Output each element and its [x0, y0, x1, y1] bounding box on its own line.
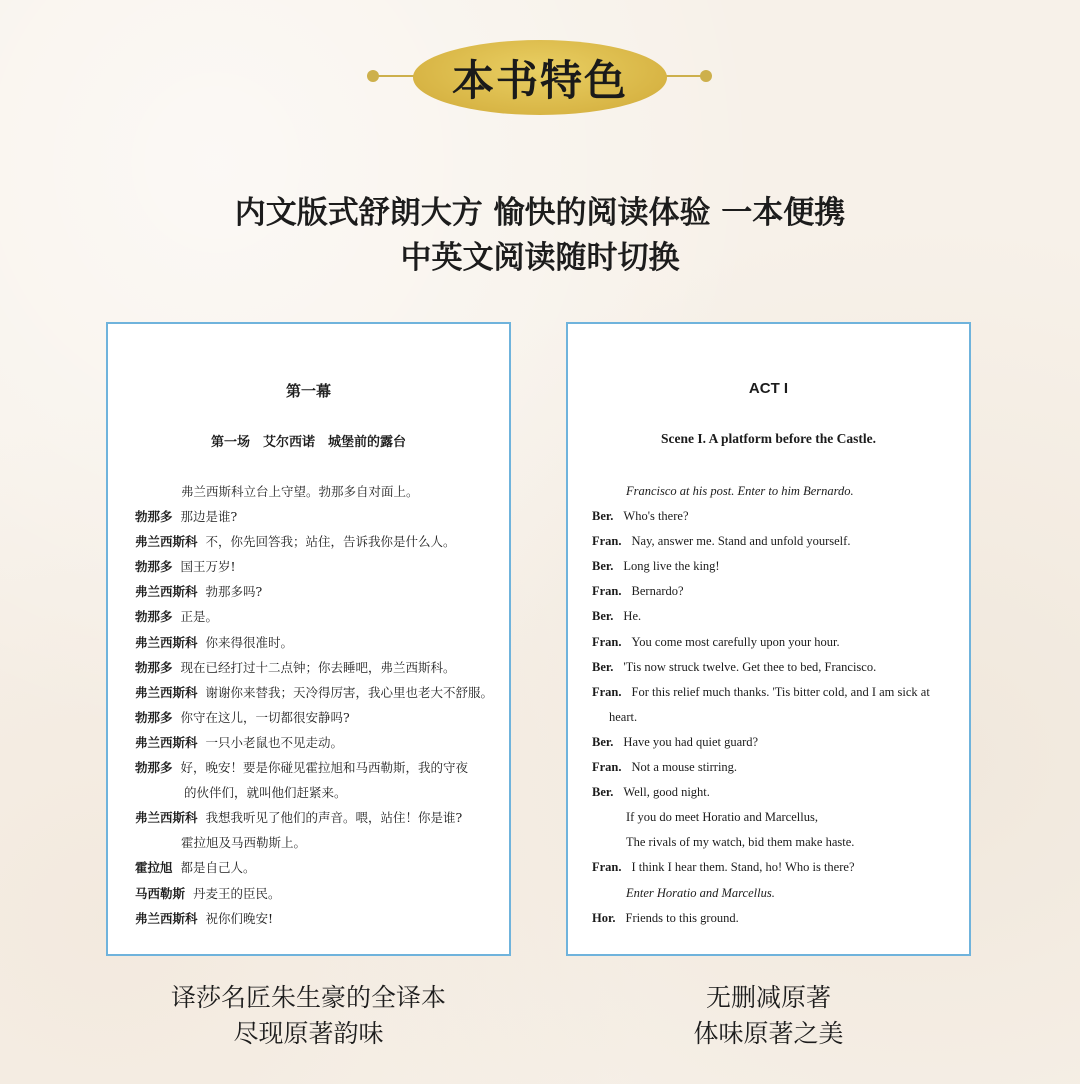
script-line — [135, 780, 493, 805]
speaker-name: 马西勒斯 — [135, 885, 186, 901]
script-line — [592, 730, 953, 755]
script-line — [135, 529, 493, 554]
script-line — [592, 855, 953, 880]
speaker-name: Fran. — [592, 534, 622, 549]
banner-dot-right — [700, 70, 712, 82]
script-line — [135, 755, 493, 780]
line-text: 谢谢你来替我；天冷得厉害，我心里也老大不舒服。 — [205, 684, 493, 700]
line-text: 我想我听见了他们的声音。喂，站住！你是谁? — [205, 810, 463, 826]
script-line — [592, 830, 953, 855]
speaker-name: 弗兰西斯科 — [135, 584, 198, 600]
line-text: 的伙伴们，就叫他们赶紧来。 — [184, 785, 347, 801]
speaker-name: Ber. — [592, 659, 614, 674]
speaker-name: Fran. — [592, 684, 622, 699]
speaker-name: 勃那多 — [135, 659, 173, 675]
speaker-name: 弗兰西斯科 — [135, 734, 198, 750]
line-text: Bernardo? — [631, 584, 684, 599]
script-line — [592, 630, 953, 655]
speaker-name: Ber. — [592, 609, 614, 624]
speaker-name: 弗兰西斯科 — [135, 534, 198, 550]
speaker-name: 勃那多 — [135, 760, 173, 776]
line-text: Well, good night. — [623, 785, 710, 800]
speaker-name: Ber. — [592, 734, 614, 749]
line-text: 不，你先回答我；站住，告诉我你是什么人。 — [205, 534, 456, 550]
chinese-page-sample — [106, 322, 511, 956]
right-caption-line-1: 无删减原著 — [705, 983, 831, 1012]
speaker-name: 弗兰西斯科 — [135, 684, 198, 700]
speaker-name: Ber. — [592, 509, 614, 524]
line-text: 弗兰西斯科立台上守望。勃那多自对面上。 — [181, 484, 419, 499]
line-text: Francisco at his post. Enter to him Bernardo. — [626, 484, 854, 498]
speaker-name: Hor. — [592, 910, 616, 925]
english-page-sample — [566, 322, 971, 956]
intro-line-2: 中英文阅读随时切换 — [400, 240, 680, 276]
feature-banner — [0, 30, 1080, 125]
script-line — [135, 906, 493, 931]
script-line — [135, 579, 493, 604]
left-caption-line-1: 译莎名匠朱生豪的全译本 — [170, 983, 446, 1012]
line-text: You come most carefully upon your hour. — [631, 634, 840, 649]
speaker-name: 弗兰西斯科 — [135, 634, 198, 650]
speaker-name: Fran. — [592, 584, 622, 599]
speaker-name: Fran. — [592, 860, 622, 875]
zh-scene-title: 第一场 艾尔西诺 城堡前的露台 — [210, 435, 406, 450]
script-line — [592, 705, 953, 730]
script-line — [592, 604, 953, 629]
right-caption-line-2: 体味原著之美 — [693, 1019, 844, 1048]
left-caption-line-2: 尽现原著韵味 — [233, 1019, 384, 1048]
speaker-name: Fran. — [592, 760, 622, 775]
script-line — [592, 881, 953, 906]
speaker-name: 勃那多 — [135, 509, 173, 525]
script-line — [135, 805, 493, 830]
speaker-name: 勃那多 — [135, 559, 173, 575]
script-line — [592, 655, 953, 680]
line-text: Nay, answer me. Stand and unfold yourself. — [631, 534, 851, 549]
line-text: 好，晚安！要是你碰见霍拉旭和马西勒斯，我的守夜 — [180, 760, 469, 776]
line-text: 祝你们晚安! — [205, 910, 274, 926]
line-text: 你来得很准时。 — [205, 634, 294, 650]
script-line — [135, 554, 493, 579]
script-line — [592, 504, 953, 529]
script-line — [135, 630, 493, 655]
line-text: 都是自己人。 — [180, 860, 256, 876]
speaker-name: 霍拉旭 — [135, 860, 173, 876]
line-text: Enter Horatio and Marcellus. — [626, 885, 775, 900]
zh-act-title: 第一幕 — [285, 382, 331, 400]
script-line — [592, 554, 953, 579]
script-line — [592, 680, 953, 705]
line-text: Who's there? — [623, 509, 689, 524]
en-act-title: ACT I — [748, 380, 789, 397]
banner-title: 本书特色 — [451, 55, 628, 105]
line-text: 国王万岁! — [180, 559, 236, 575]
script-line — [592, 579, 953, 604]
script-line — [135, 604, 493, 629]
speaker-name: 勃那多 — [135, 609, 173, 625]
script-line — [592, 755, 953, 780]
script-line — [135, 504, 493, 529]
en-scene-title: Scene I. A platform before the Castle. — [661, 431, 876, 446]
line-text: 丹麦王的臣民。 — [193, 885, 281, 901]
script-line — [592, 529, 953, 554]
script-line — [135, 881, 493, 906]
speaker-name: 弗兰西斯科 — [135, 910, 198, 926]
line-text: He. — [623, 609, 642, 624]
zh-script-lines — [135, 479, 493, 931]
line-text: 正是。 — [180, 609, 219, 625]
script-line — [135, 730, 493, 755]
line-text: The rivals of my watch, bid them make haste. — [626, 835, 855, 850]
script-line — [592, 479, 953, 504]
line-text: 勃那多吗? — [205, 584, 263, 600]
en-script-lines — [592, 479, 953, 931]
line-text: 你守在这儿，一切都很安静吗? — [180, 709, 350, 725]
banner-pill — [413, 40, 667, 115]
line-text: Friends to this ground. — [625, 910, 739, 925]
script-line — [592, 906, 953, 931]
script-line — [135, 705, 493, 730]
speaker-name: 弗兰西斯科 — [135, 810, 198, 826]
banner-dot-left — [367, 70, 379, 82]
speaker-name: Ber. — [592, 559, 614, 574]
line-text: Not a mouse stirring. — [631, 760, 738, 775]
line-text: 现在已经打过十二点钟；你去睡吧，弗兰西斯科。 — [180, 659, 456, 675]
speaker-name: Ber. — [592, 785, 614, 800]
line-text: 'Tis now struck twelve. Get thee to bed, Francisco. — [623, 659, 877, 674]
line-text: Long live the king! — [623, 559, 720, 574]
script-line — [135, 680, 493, 705]
script-line — [135, 479, 493, 504]
line-text: 霍拉旭及马西勒斯上。 — [181, 835, 307, 851]
line-text: For this relief much thanks. 'Tis bitter cold, and I am sick at — [631, 684, 930, 699]
speaker-name: Fran. — [592, 634, 622, 649]
line-text: 一只小老鼠也不见走动。 — [205, 734, 344, 750]
script-line — [135, 855, 493, 880]
line-text: I think I hear them. Stand, ho! Who is there? — [631, 860, 855, 875]
line-text: Have you had quiet guard? — [623, 734, 759, 749]
script-line — [135, 655, 493, 680]
line-text: If you do meet Horatio and Marcellus, — [626, 810, 818, 825]
speaker-name: 勃那多 — [135, 709, 173, 725]
script-line — [592, 780, 953, 805]
line-text: heart. — [609, 709, 638, 724]
line-text: 那边是谁? — [180, 509, 238, 525]
intro-line-1: 内文版式舒朗大方 愉快的阅读体验 一本便携 — [234, 195, 846, 231]
script-line — [592, 805, 953, 830]
script-line — [135, 830, 493, 855]
